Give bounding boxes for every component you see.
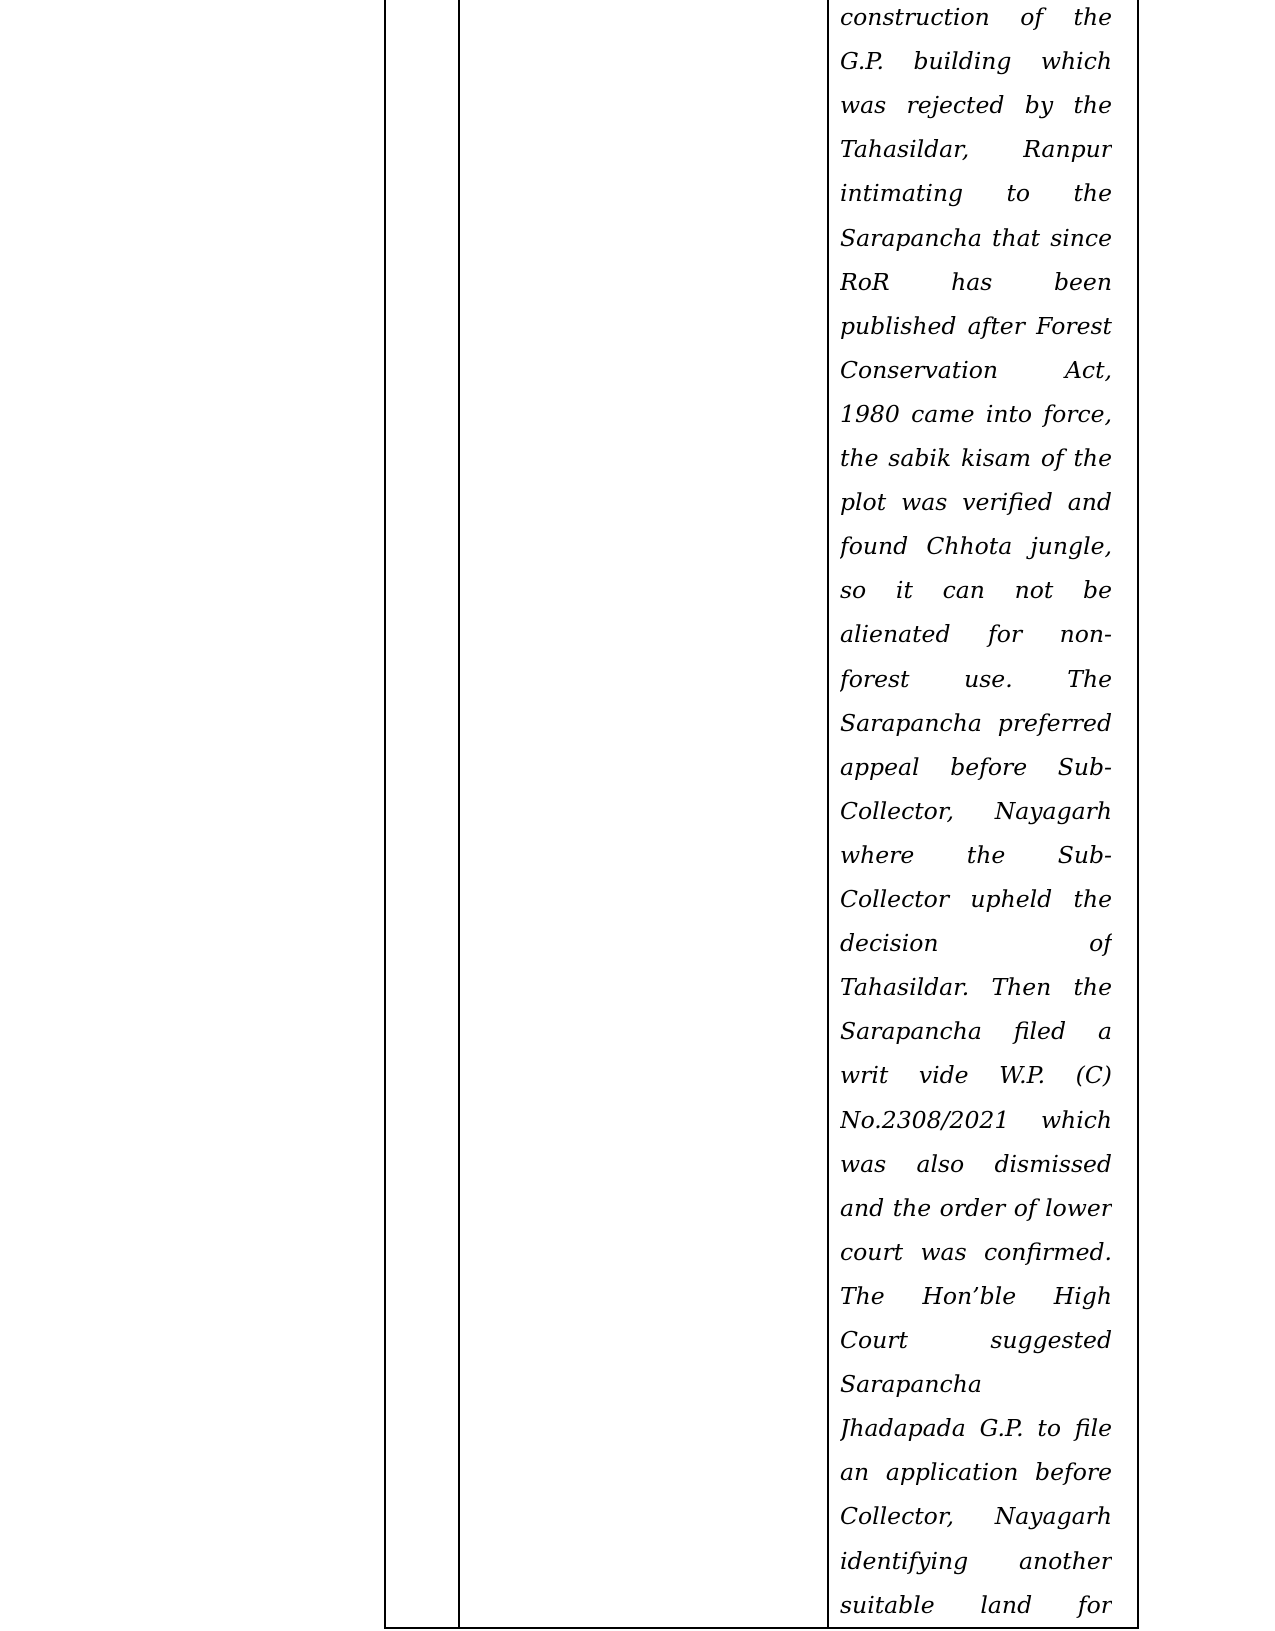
text-line: identifying another (840, 1546, 1112, 1575)
text-line: Court suggested (840, 1326, 1112, 1354)
text-line: The Hon’ble High (840, 1281, 1112, 1310)
text-line: Jhadapada G.P. to file (840, 1414, 1112, 1443)
text-line: Collector upheld the (840, 885, 1112, 913)
text-line: alienated for non- (840, 620, 1112, 649)
text-line: Tahasildar. Then the (840, 973, 1112, 1002)
text-line: was also dismissed (840, 1149, 1112, 1178)
text-line: Sarapancha filed a (840, 1017, 1112, 1046)
text-line: RoR has been (840, 267, 1112, 296)
column-divider-1 (458, 0, 460, 1627)
column-divider-2 (827, 0, 829, 1627)
text-line: published after Forest (840, 311, 1112, 340)
text-line: appeal before Sub- (840, 752, 1112, 781)
text-line: where the Sub- (840, 840, 1112, 869)
text-line: the sabik kisam of the (840, 444, 1112, 472)
text-line: No.2308/2021 which (840, 1105, 1112, 1134)
text-line: Sarapancha preferred (840, 708, 1112, 737)
text-line: decision of (840, 929, 1112, 958)
text-line: Collector, Nayagarh (840, 1502, 1112, 1531)
text-line: Conservation Act, (840, 355, 1112, 384)
text-line: G.P. building which (840, 47, 1112, 76)
text-line: and the order of lower (840, 1193, 1112, 1222)
text-line: intimating to the (840, 179, 1112, 208)
text-line: forest use. The (840, 664, 1112, 693)
text-line: Sarapancha that since (840, 223, 1112, 252)
text-line: Sarapancha (840, 1370, 982, 1399)
text-line: found Chhota jungle, (840, 532, 1112, 561)
text-line: Collector, Nayagarh (840, 796, 1112, 825)
text-line: 1980 came into force, (840, 399, 1112, 428)
text-line: plot was verified and (840, 488, 1112, 517)
text-line: was rejected by the (840, 91, 1112, 120)
text-line: court was confirmed. (840, 1237, 1112, 1266)
text-line: construction of the (840, 3, 1112, 31)
text-line: an application before (840, 1458, 1112, 1487)
text-line: so it can not be (840, 576, 1112, 605)
text-line: writ vide W.P. (C) (840, 1061, 1112, 1090)
text-line: Tahasildar, Ranpur (840, 135, 1112, 164)
text-line: suitable land for (840, 1590, 1112, 1619)
